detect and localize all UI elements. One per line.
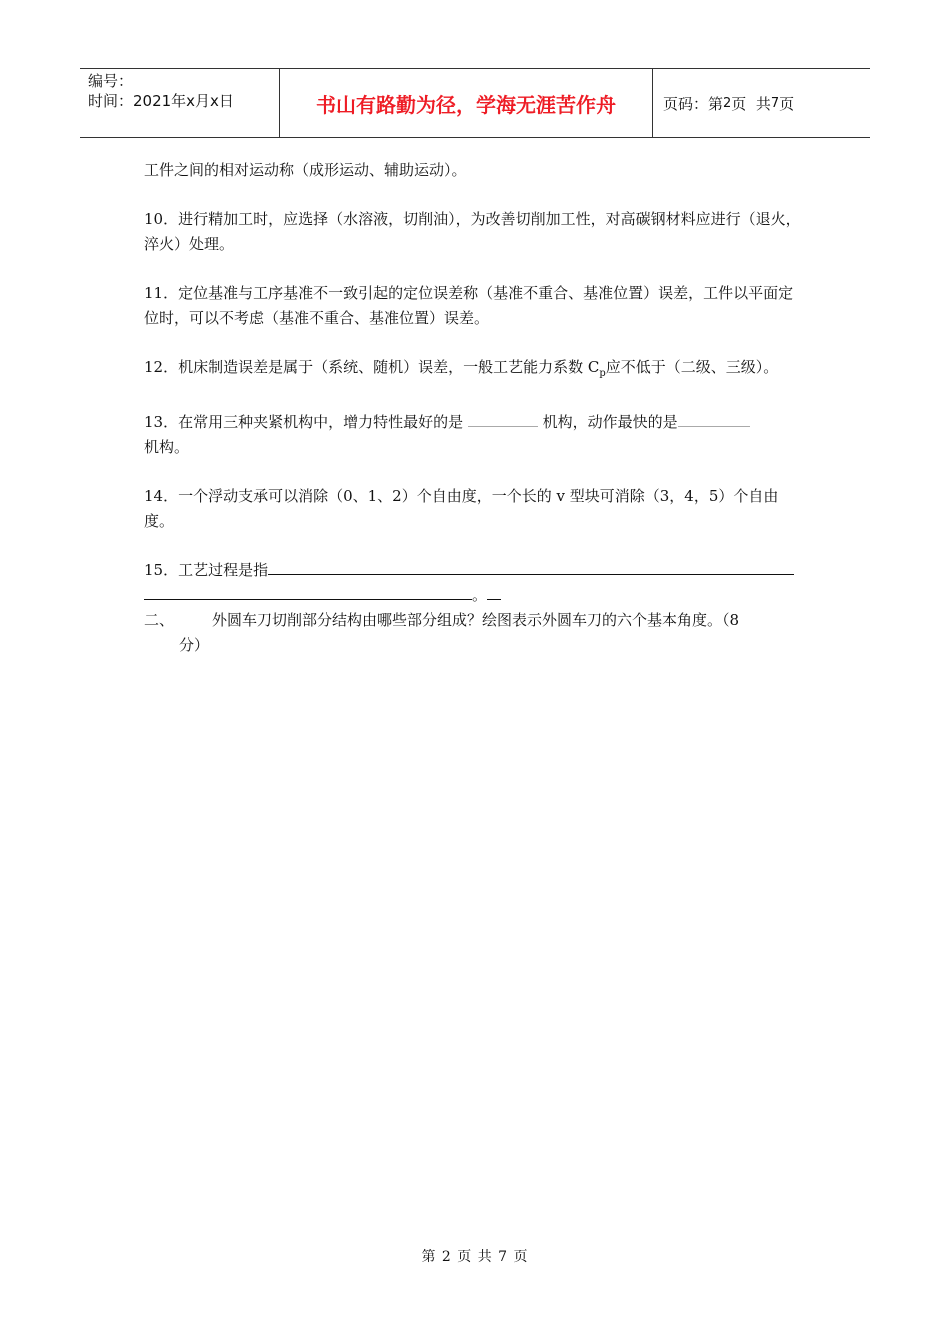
question-12-text-a: 12．机床制造误差是属于（系统、随机）误差，一般工艺能力系数 C bbox=[144, 358, 600, 376]
question-15-text: 15．工艺过程是指 bbox=[144, 561, 269, 579]
page-suffix: 页 bbox=[779, 94, 795, 113]
question-13-text-a: 13．在常用三种夹紧机构中，增力特性最好的是 bbox=[144, 413, 464, 431]
page-current: 2 bbox=[723, 95, 732, 111]
fill-blank-2[interactable] bbox=[678, 410, 750, 427]
page-mid: 页 共 bbox=[731, 94, 771, 113]
number-label: 编号： bbox=[88, 72, 134, 90]
question-13 bbox=[144, 410, 806, 460]
page-header bbox=[80, 68, 870, 138]
header-motto: 书山有路勤为径，学海无涯苦作舟 bbox=[280, 69, 653, 137]
time-label: 时间：2021年x月x日 bbox=[88, 92, 234, 110]
question-13-text-c: 机构。 bbox=[144, 438, 190, 456]
section-2-number: 二、 bbox=[144, 611, 175, 629]
question-15-end: 。 bbox=[472, 586, 488, 604]
question-11: 11．定位基准与工序基准不一致引起的定位误差称（基准不重合、基准位置）误差，工件以平面定位时，可以不考虑（基准不重合、基准位置）误差。 bbox=[144, 284, 794, 327]
header-meta bbox=[80, 69, 280, 137]
question-15 bbox=[144, 558, 806, 608]
question-12-subscript: p bbox=[599, 368, 606, 379]
answer-line-2-tail bbox=[487, 583, 501, 600]
answer-line-2[interactable] bbox=[144, 583, 472, 600]
question-14: 14．一个浮动支承可以消除（0、1、2）个自由度，一个长的 v 型块可消除（3，4，5）个自由度。 bbox=[144, 487, 779, 530]
section-2-line-1: 外圆车刀切削部分结构由哪些部分组成？绘图表示外圆车刀的六个基本角度。（8 bbox=[212, 611, 740, 629]
section-2-question bbox=[144, 608, 806, 658]
section-2-line-2: 分） bbox=[179, 636, 210, 654]
page-prefix: 页码：第 bbox=[663, 94, 724, 113]
answer-line-1[interactable] bbox=[268, 558, 794, 575]
question-13-text-b: 机构，动作最快的是 bbox=[542, 413, 678, 431]
document-body bbox=[144, 158, 806, 658]
page-footer: 第 2 页 共 7 页 bbox=[421, 1249, 529, 1265]
fill-blank-1[interactable] bbox=[468, 410, 538, 427]
question-12-text-b: 应不低于（二级、三级）。 bbox=[605, 358, 779, 376]
paragraph-continuation: 工件之间的相对运动称（成形运动、辅助运动）。 bbox=[144, 161, 467, 179]
question-12 bbox=[144, 355, 806, 386]
question-10: 10．进行精加工时，应选择（水溶液，切削油），为改善切削加工性，对高碳钢材料应进行（退火，淬火）处理。 bbox=[144, 210, 801, 253]
page-total: 7 bbox=[770, 95, 780, 111]
header-page-number bbox=[653, 69, 870, 137]
